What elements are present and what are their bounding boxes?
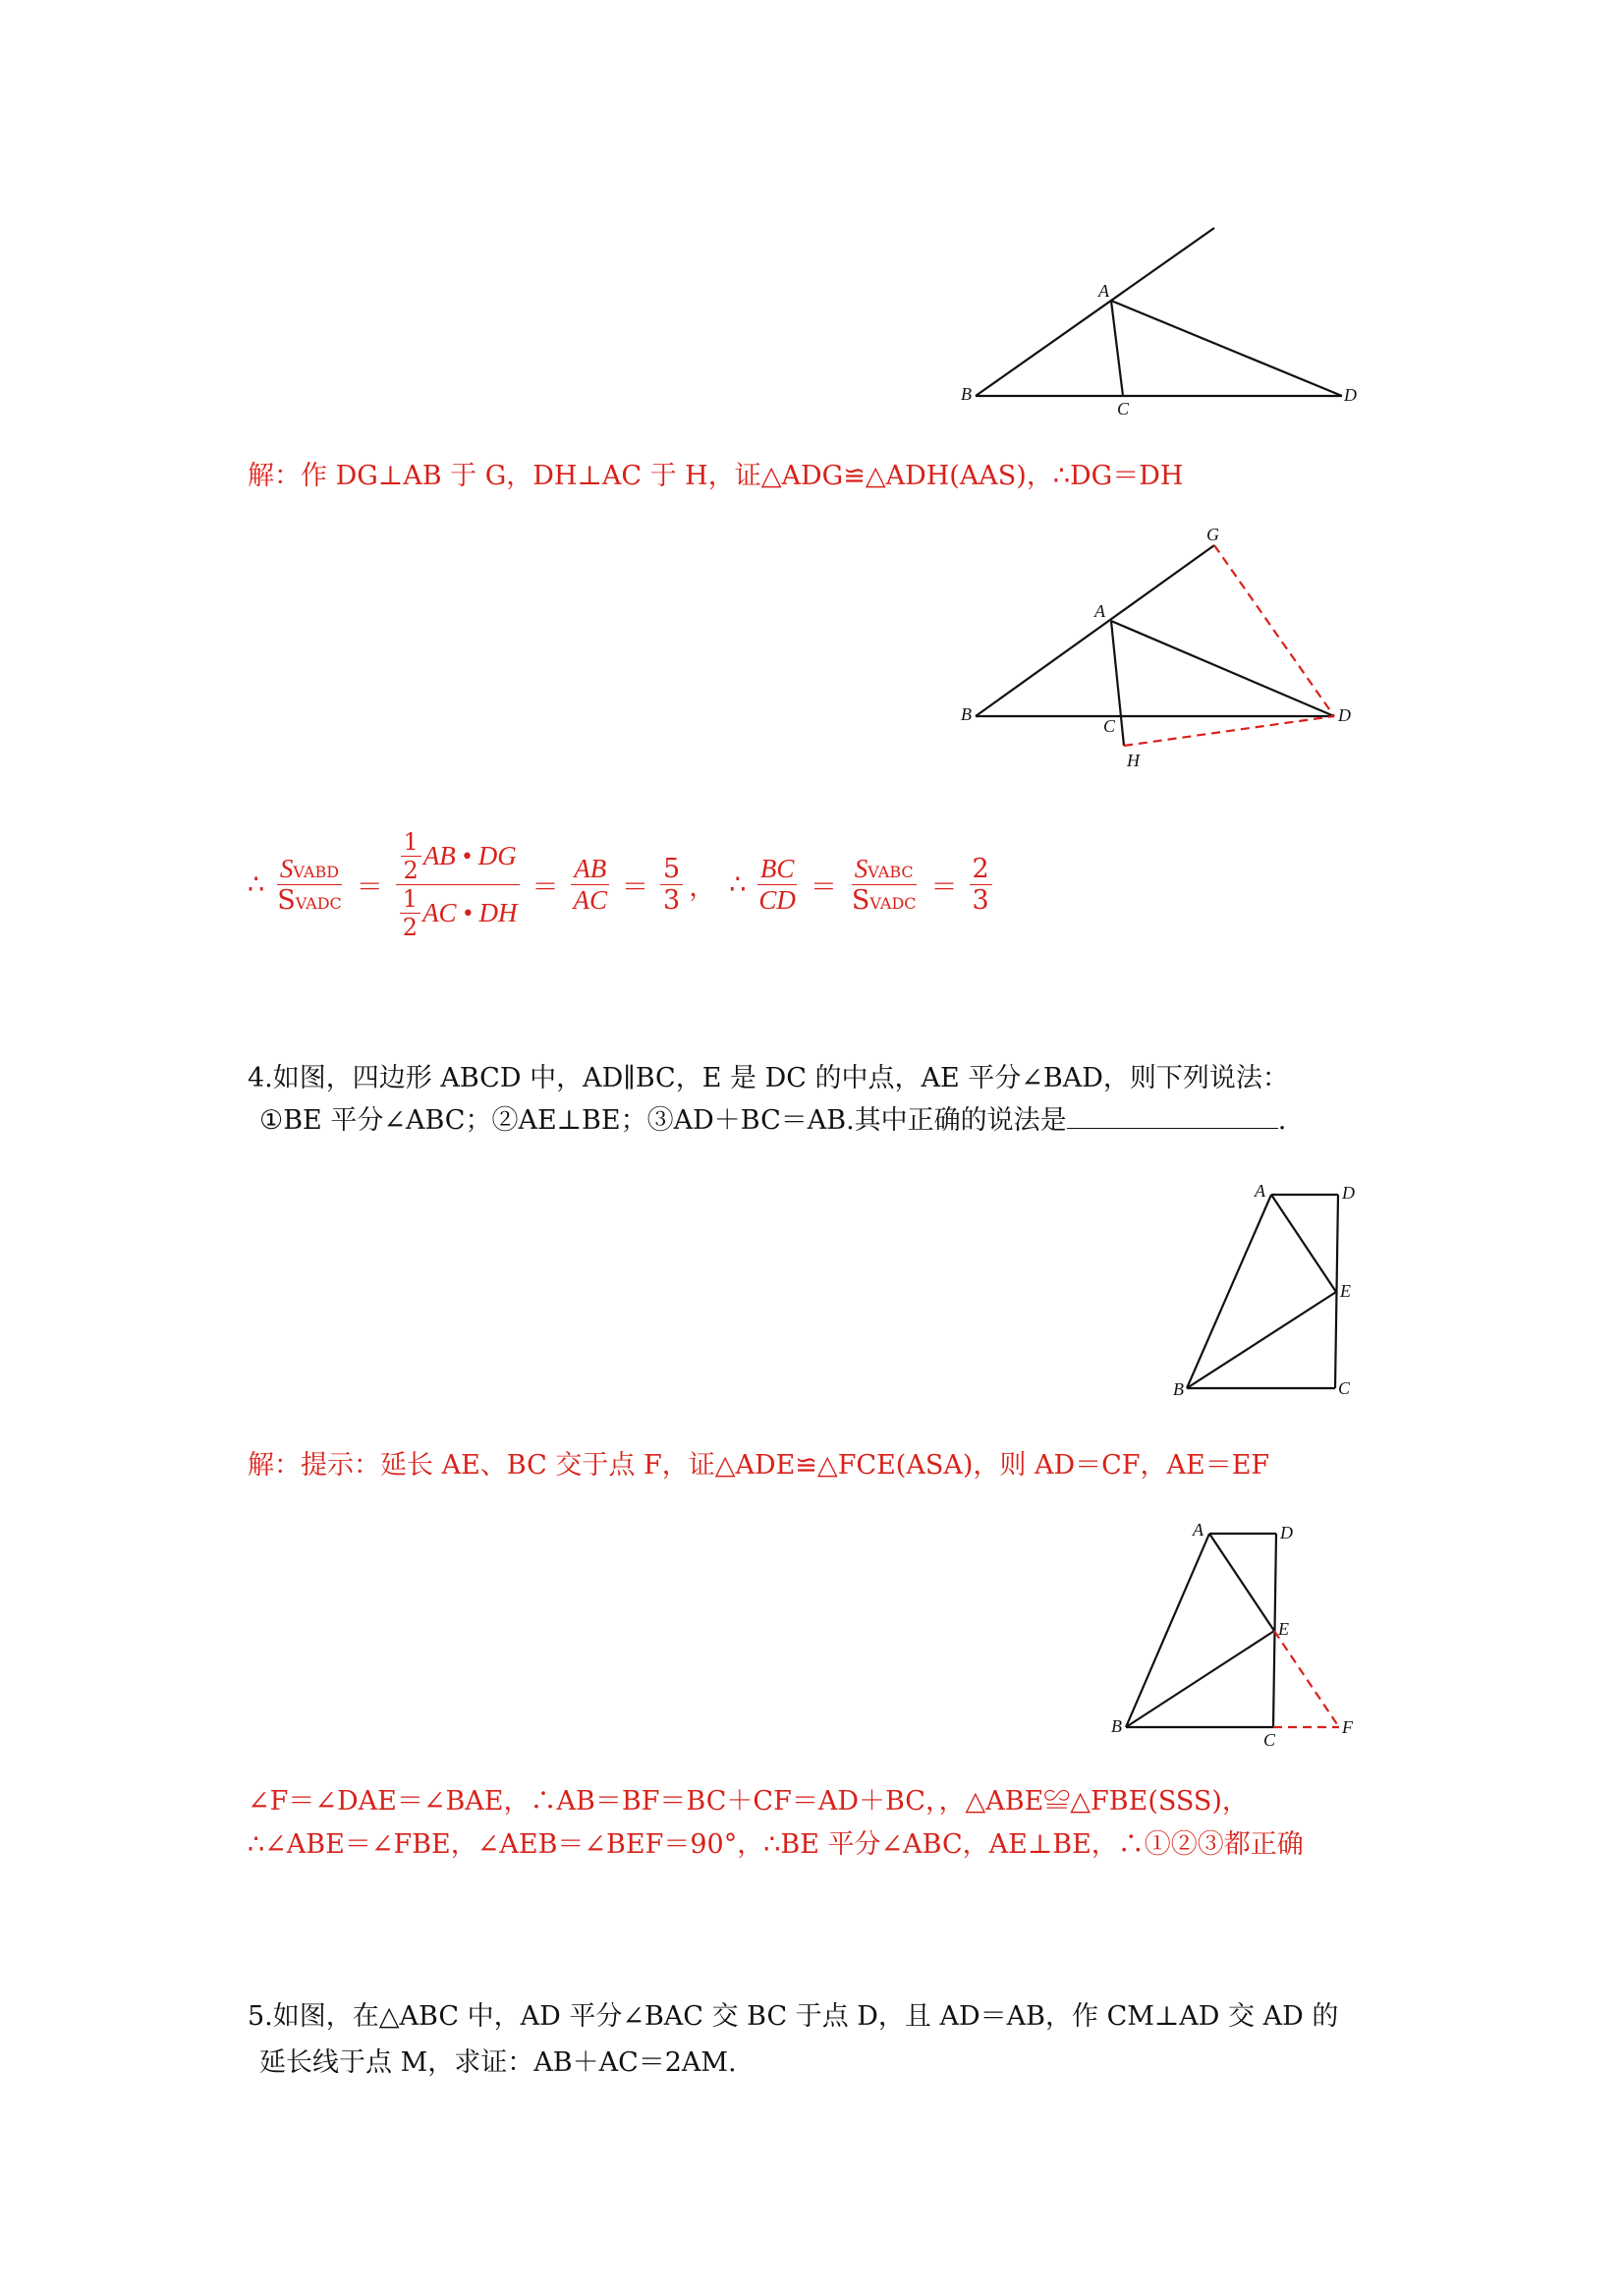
label-b: B — [1111, 1716, 1122, 1736]
question-4-line-2: ①BE 平分∠ABC；②AE⊥BE；③AD＋BC＝AB.其中正确的说法是 . — [259, 1102, 1286, 1139]
answer-blank — [1067, 1102, 1278, 1129]
label-g: G — [1206, 525, 1219, 544]
label-a: A — [1193, 1520, 1203, 1540]
figure-4-quadrilateral-extended — [1105, 1513, 1366, 1749]
label-a: A — [1094, 601, 1105, 621]
figure-2-triangle-with-perpendiculars — [958, 521, 1371, 776]
label-c: C — [1263, 1730, 1276, 1750]
label-f: F — [1342, 1717, 1353, 1737]
question-5-line-2: 延长线于点 M，求证：AB＋AC＝2AM. — [259, 2047, 737, 2078]
fraction-5-3: $\frac{5}{3}$ — [660, 854, 683, 916]
fraction-bc-cd: $\frac{BC}{CD}$ — [758, 853, 796, 915]
fraction-2-3: $\frac{2}{3}$ — [970, 854, 992, 916]
label-e: E — [1340, 1281, 1351, 1301]
solution-4-hint: 解：提示：延长 AE、BC 交于点 F，证△ADE≌△FCE(ASA)，则 AD＝CF，AE＝EF — [248, 1450, 1270, 1481]
fraction-s-abc-s-adc: $\frac{\text{SVABC}}{\text{SVADC}}$ — [851, 853, 917, 916]
label-d: D — [1342, 1183, 1355, 1203]
label-a: A — [1255, 1181, 1265, 1201]
label-c: C — [1117, 399, 1130, 419]
therefore-symbol: ∴ — [248, 868, 265, 900]
figure-1-triangle — [958, 221, 1371, 418]
label-d: D — [1344, 385, 1357, 405]
label-d: D — [1280, 1523, 1293, 1542]
solution-4-line-2: ∠F＝∠DAE＝∠BAE，∴AB＝BF＝BC＋CF＝AD＋BC，，△ABE≌△FBE(SSS)， — [248, 1786, 1249, 1817]
label-c: C — [1103, 716, 1116, 736]
solution-4-line-3: ∴∠ABE＝∠FBE，∠AEB＝∠BEF＝90°，∴BE 平分∠ABC，AE⊥BE，∴①②③都正确 — [248, 1829, 1304, 1860]
question-4-line-1: 4.如图，四边形 ABCD 中，AD∥BC，E 是 DC 的中点，AE 平分∠BAD，则下列说法： — [248, 1063, 1289, 1093]
label-h: H — [1127, 751, 1140, 770]
fraction-s-abd-s-adc: $\frac{\text{SVABD}}{\text{SVADC}}$ — [277, 853, 342, 916]
solution-3-line: 解：作 DG⊥AB 于 G，DH⊥AC 于 H，证△ADG≌△ADH(AAS)，∴DG＝DH — [248, 461, 1184, 491]
fraction-half-products: $\frac{1}{2}$ AB • DG $\frac{1}{2}$ AC • DH — [395, 828, 521, 941]
label-a: A — [1098, 281, 1109, 301]
label-b: B — [1173, 1379, 1184, 1399]
fraction-ab-ac: $\frac{AB}{AC}$ — [571, 854, 611, 916]
label-c: C — [1338, 1378, 1351, 1398]
question-5-line-1: 5.如图，在△ABC 中，AD 平分∠BAC 交 BC 于点 D，且 AD＝AB，作 CM⊥AD 交 AD 的 — [248, 2001, 1339, 2032]
label-b: B — [961, 384, 972, 404]
label-e: E — [1278, 1619, 1289, 1639]
label-d: D — [1338, 705, 1351, 725]
figure-3-quadrilateral — [1169, 1179, 1366, 1405]
area-ratio-formula: ∴ $\frac{\text{SVABD}}{\text{SVADC}}$ ＝ $\frac{1}{2}$ AB • DG $\frac{1}{2}$ AC • DH ＝ $\frac{AB}{AC}$ ＝ $\frac{5}{3}$ ， ∴ $\frac{BC}{CD}$ ＝ $\frac{\text{SVABC}}{\text{SVADC}}$ ＝ $\frac{2}{3}$ — [248, 815, 998, 953]
label-b: B — [961, 704, 972, 724]
